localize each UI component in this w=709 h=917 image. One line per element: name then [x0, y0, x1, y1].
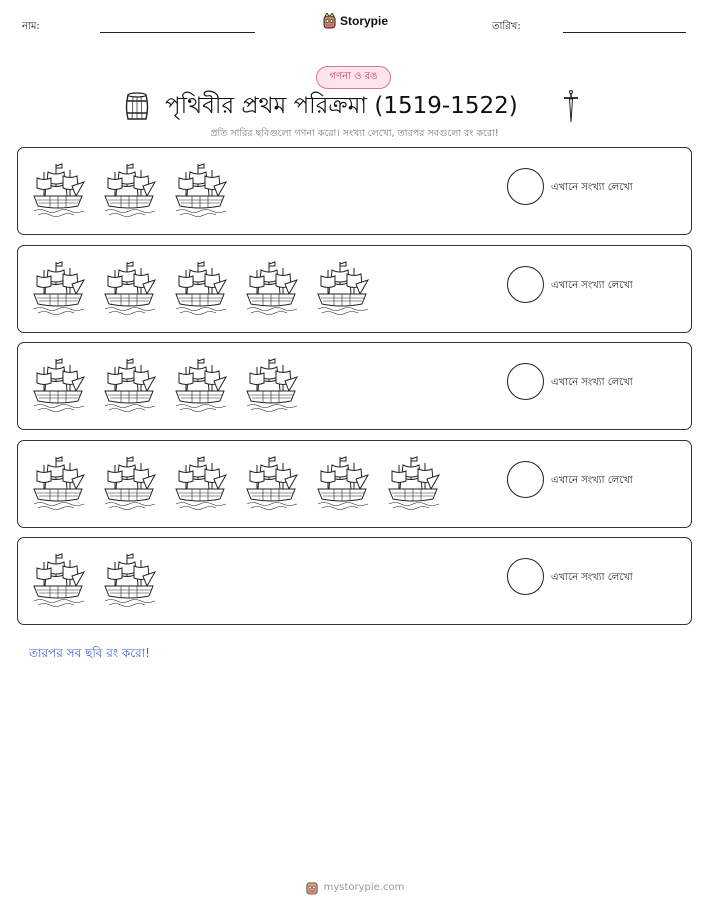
title-row	[0, 90, 709, 124]
ship-icon	[103, 160, 157, 218]
ship-icon	[32, 258, 86, 316]
category-badge: গণনা ও রঙ	[316, 66, 391, 89]
ship-icon	[32, 453, 86, 511]
ship-icon	[245, 258, 299, 316]
ship-icon	[103, 453, 157, 511]
answer-hint: এখানে সংখ্যা লেখো	[551, 572, 633, 583]
name-label: নাম:	[22, 21, 40, 32]
answer-hint: এখানে সংখ্যা লেখো	[551, 475, 633, 486]
logo-text: Storypie	[340, 14, 389, 28]
storypie-mascot-icon	[322, 13, 337, 29]
answer-circle[interactable]	[507, 558, 544, 595]
answer-circle[interactable]	[507, 266, 544, 303]
ship-icon	[174, 258, 228, 316]
date-field-line[interactable]	[563, 32, 686, 33]
ship-icon	[103, 258, 157, 316]
ship-icon	[174, 355, 228, 413]
ship-icon	[32, 355, 86, 413]
ship-group	[32, 258, 370, 318]
ship-icon	[387, 453, 441, 511]
answer-hint: এখানে সংখ্যা লেখো	[551, 182, 633, 193]
count-row	[17, 147, 692, 235]
ship-group	[32, 550, 157, 610]
ship-icon	[174, 453, 228, 511]
date-label: তারিখ:	[492, 21, 521, 32]
count-row	[17, 440, 692, 528]
ship-icon	[316, 258, 370, 316]
ship-icon	[32, 550, 86, 608]
answer-circle[interactable]	[507, 461, 544, 498]
count-row	[17, 342, 692, 430]
count-row	[17, 245, 692, 333]
ship-icon	[245, 453, 299, 511]
sword-icon	[562, 90, 580, 124]
count-row	[17, 537, 692, 625]
answer-hint: এখানে সংখ্যা লেখো	[551, 377, 633, 388]
page-title: পৃথিবীর প্রথম পরিক্রমা (1519-1522)	[165, 93, 518, 119]
ship-icon	[316, 453, 370, 511]
ship-group	[32, 160, 228, 220]
answer-circle[interactable]	[507, 363, 544, 400]
answer-circle[interactable]	[507, 168, 544, 205]
color-instruction: তারপর সব ছবি রং করো!	[29, 646, 150, 660]
ship-group	[32, 355, 299, 415]
subtitle: প্রতি সারির ছবিগুলো গণনা করো। সংখ্যা লেখো, তারপর সবগুলো রং করো!	[210, 128, 499, 139]
ship-icon	[103, 550, 157, 608]
name-field-line[interactable]	[100, 32, 255, 33]
ship-group	[32, 453, 441, 513]
ship-icon	[174, 160, 228, 218]
footer	[0, 880, 709, 895]
ship-icon	[32, 160, 86, 218]
storypie-logo	[322, 13, 388, 29]
answer-hint: এখানে সংখ্যা লেখো	[551, 280, 633, 291]
storypie-mascot-icon	[305, 880, 319, 895]
ship-icon	[245, 355, 299, 413]
ship-icon	[103, 355, 157, 413]
barrel-icon	[124, 92, 150, 122]
footer-link[interactable]: mystorypie.com	[323, 882, 405, 893]
